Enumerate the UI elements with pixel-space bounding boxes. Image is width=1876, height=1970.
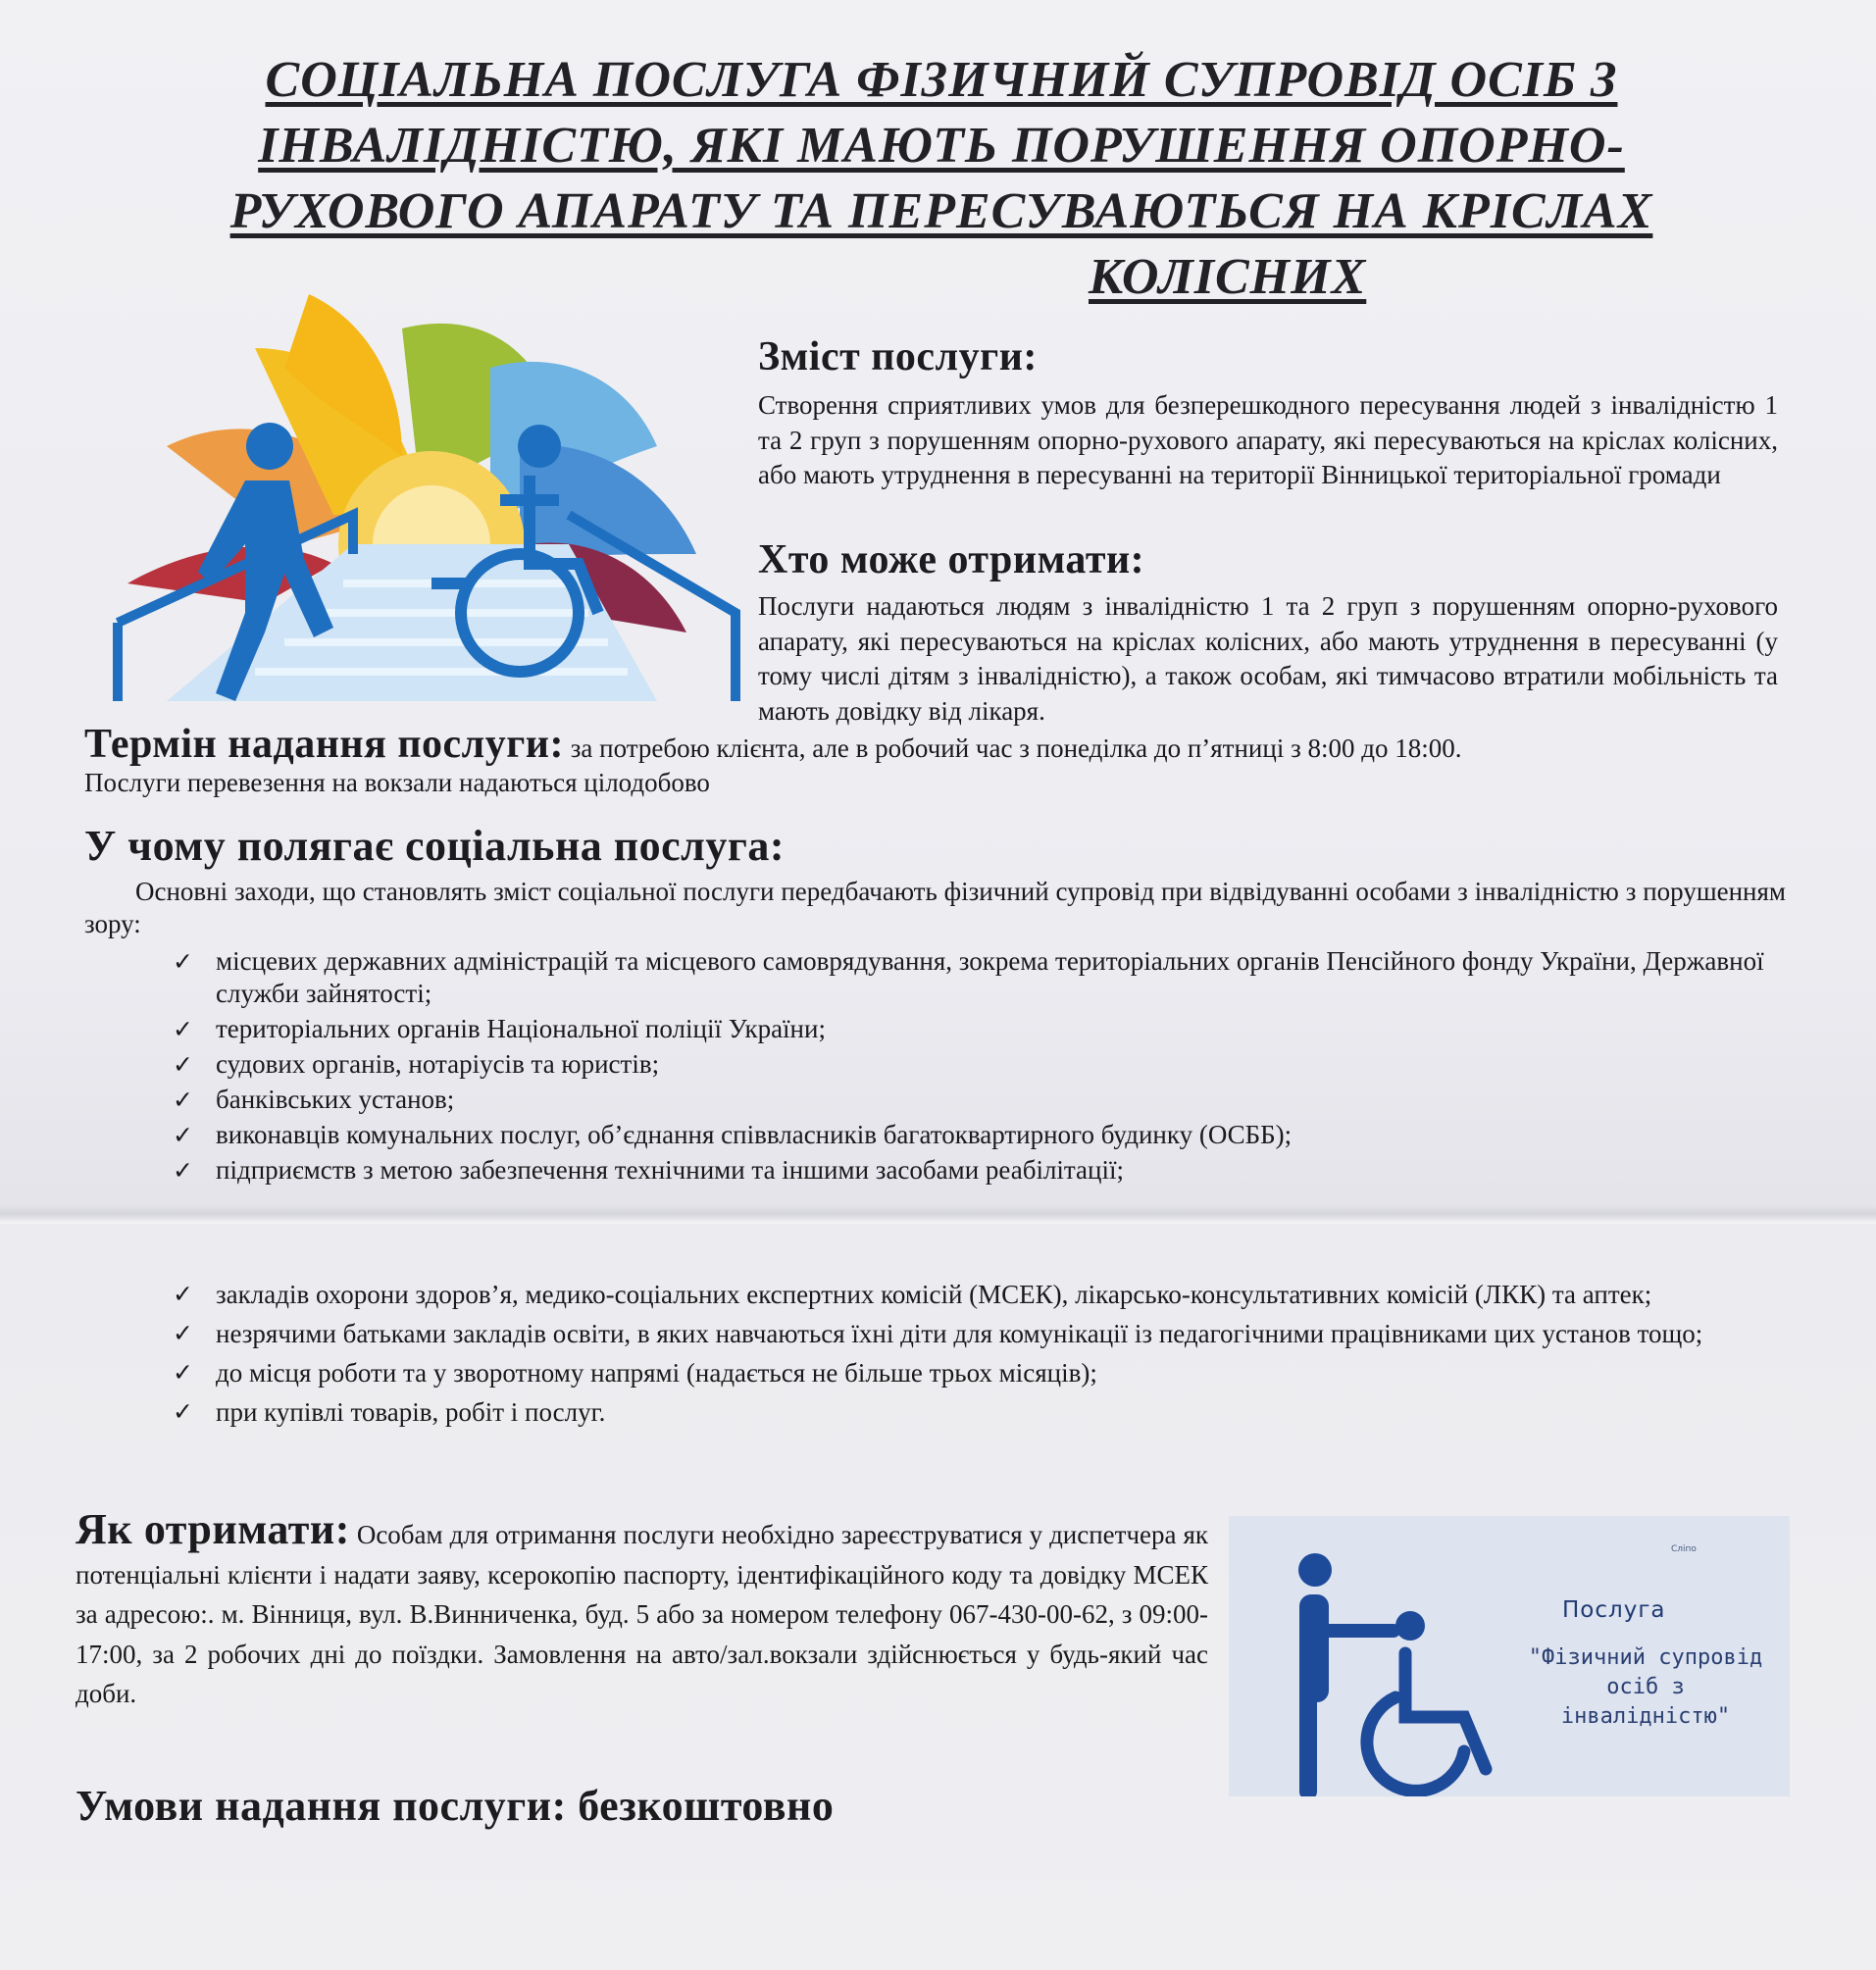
- checkmark-icon: ✓: [173, 1121, 193, 1149]
- list-item: ✓ до місця роботи та у зворотному напрямі (надається не більше трьох місяців);: [173, 1355, 1796, 1390]
- crescent-logo-icon: [1646, 1538, 1669, 1569]
- eligibility-text: Послуги надаються людям з інвалідністю 1 та 2 груп з порушенням опорно-рухового апарату, які пересуваються на кріслах колісних, або мають утруднення в пересуванні (у тому числі дітям з інвалідністю), а також особам, які тимчасово втратили мобільність та мають довідку від лікаря.: [758, 591, 1778, 726]
- checkmark-icon: ✓: [173, 1397, 193, 1426]
- conditions-heading: Умови надання послуги:: [76, 1782, 567, 1830]
- accessibility-illustration: [108, 289, 745, 711]
- title-line-1: СОЦІАЛЬНА ПОСЛУГА ФІЗИЧНИЙ СУПРОВІД ОСІБ З: [265, 52, 1618, 108]
- list-item: ✓ закладів охорони здоров’я, медико-соціальних експертних комісій (МСЕК), лікарсько-консультативних комісій (ЛКК) та аптек;: [173, 1277, 1796, 1312]
- how-to-get-text: Особам для отримання послуги необхідно зареєструватися у диспетчера як потенціальні клієнти і надати заяву, ксерокопію паспорту, ідентифікаційного коду та довідку МСЕК за адресою:. м. Вінниця, вул. В.Винниченка, буд. 5 або за номером телефону 067-430-00-62, з 09:00-17:00, за 2 робочих дні до поїздки. Замовлення на авто/зал.вокзали здійснюється у будь-який час доби.: [76, 1520, 1208, 1708]
- checkmark-icon: ✓: [173, 1156, 193, 1185]
- list-item: ✓ судових органів, нотаріусів та юристів;: [173, 1049, 660, 1079]
- list-item: ✓ при купівлі товарів, робіт і послуг.: [173, 1394, 1796, 1430]
- list-item: ✓ місцевих державних адміністрацій та місцевого самоврядування, зокрема територіальних органів Пенсійного фонду України, Державної служби зайнятості;: [173, 946, 1764, 1008]
- checkmark-icon: ✓: [173, 1358, 193, 1387]
- poster-title: [186, 47, 1697, 310]
- checkmark-icon: ✓: [173, 947, 193, 976]
- eligibility-heading: Хто може отримати:: [758, 537, 1145, 582]
- service-term-section: [84, 722, 1800, 800]
- how-to-get-heading: Як отримати:: [76, 1505, 350, 1553]
- service-description-section: [84, 821, 1786, 940]
- list-item: ✓ підприємств з метою забезпечення технічними та іншими засобами реабілітації;: [173, 1155, 1124, 1185]
- conditions-value: безкоштовно: [578, 1782, 835, 1830]
- visit-places-list: [173, 945, 1791, 1189]
- list-item: ✓ незрячими батьками закладів освіти, в яких навчаються їхні діти для комунікації із педагогічними працівниками цих установ тощо;: [173, 1316, 1796, 1351]
- service-term-text: за потребою клієнта, але в робочий час з понеділка до п’ятниці з 8:00 до 18:00.: [570, 733, 1462, 763]
- station-transport-note: Послуги перевезення на вокзали надаються цілодобово: [84, 768, 710, 797]
- service-badge-image: [1229, 1516, 1790, 1796]
- list-item: ✓ банківських установ;: [173, 1085, 455, 1114]
- list-item: ✓ виконавців комунальних послуг, об’єднання співвласників багатоквартирного будинку (ОСББ);: [173, 1120, 1293, 1149]
- service-content-heading: Зміст послуги:: [758, 334, 1038, 379]
- service-content-text: Створення сприятливих умов для безперешкодного пересування людей з інвалідністю 1 та 2 груп з порушенням опорно-рухового апарату, які пересуваються на кріслах колісних, або мають утруднення в пересуванні на території Вінницької територіальної громади: [758, 390, 1778, 489]
- mini-logo: [1646, 1536, 1783, 1575]
- badge-label: Послуга: [1562, 1597, 1666, 1623]
- mini-logo-text: Сліпо: [1671, 1544, 1697, 1554]
- checkmark-icon: ✓: [173, 1050, 193, 1079]
- list-item: ✓ територіальних органів Національної поліції України;: [173, 1014, 826, 1043]
- service-description-heading: У чому полягає соціальна послуга:: [84, 822, 785, 870]
- visit-places-list-continued: [173, 1277, 1796, 1434]
- title-line-2: ІНВАЛІДНІСТЮ, ЯКІ МАЮТЬ ПОРУШЕННЯ ОПОРНО-: [258, 118, 1625, 174]
- service-content-section: [758, 331, 1778, 493]
- paper-fold-line: [0, 1204, 1876, 1224]
- conditions-section: [76, 1779, 1154, 1833]
- service-description-intro: Основні заходи, що становлять зміст соціальної послуги передбачають фізичний супровід при відвідуванні особами з інвалідністю з порушенням зору:: [84, 877, 1786, 938]
- service-term-heading: Термін надання послуги:: [84, 722, 564, 767]
- title-line-3: РУХОВОГО АПАРАТУ ТА ПЕРЕСУВАЮТЬСЯ НА КРІСЛАХ: [229, 183, 1653, 239]
- checkmark-icon: ✓: [173, 1015, 193, 1043]
- checkmark-icon: ✓: [173, 1319, 193, 1347]
- how-to-get-section: [76, 1505, 1208, 1714]
- badge-service-name: "Фізичний супровід осіб з інвалідністю": [1528, 1645, 1763, 1729]
- checkmark-icon: ✓: [173, 1086, 193, 1114]
- title-line-4: КОЛІСНИХ: [1089, 249, 1367, 305]
- checkmark-icon: ✓: [173, 1280, 193, 1308]
- eligibility-section: [758, 534, 1778, 729]
